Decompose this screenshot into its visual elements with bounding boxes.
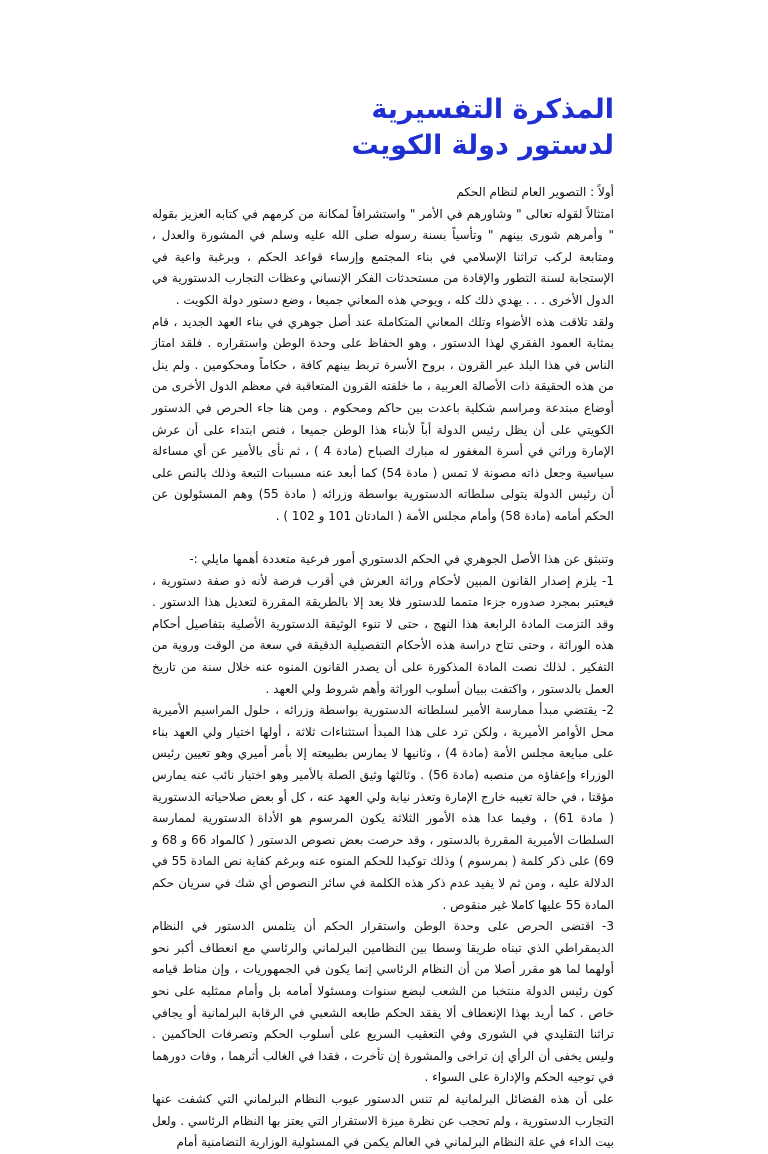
section-heading: أولاً : التصوير العام لنظام الحكم	[456, 185, 614, 199]
document-body	[152, 182, 614, 1154]
paragraph-gap	[152, 528, 614, 550]
body-paragraph: ولقد تلاقت هذه الأضواء وتلك المعاني المتكاملة عند أصل جوهري في بناء العهد الجديد ، قام بمثابة العمود الفقري لهذا الدستور ، وهو الحفاظ على وحدة الوطن واستقراره . فلقد امتاز الناس في هذا البلد عبر القرون ، بروح الأسرة تربط بينهم كافة ، حكاماً ومحكومين . ولم ينل من هذه الحقيقة ذات الأصالة العربية ، ما خلفته القرون المتعاقبة في معظم الدول الأخرى من أوضاع مبتدعة ومراسم شكلية باعدت بين حاكم ومحكوم . ومن هنا جاء الحرص في الدستور الكويتي على أن يظل رئيس الدولة أباً لأبناء هذا الوطن جميعا ، فنص ابتداء على أن عرش الإمارة وراثي في أسرة المغفور له مبارك الصباح (مادة 4 ) ، ثم نأى بالأمير عن أي مساءلة سياسية وجعل ذاته مصونة لا تمس ( مادة 54) كما أبعد عنه مسببات التبعة وذلك بالنص على أن رئيس الدولة يتولى سلطاته الدستورية بواسطة وزرائه ( مادة 55) وهم المسئولون عن الحكم أمامه (مادة 58) وأمام مجلس الأمة ( المادتان 101 و 102 ) .	[152, 314, 614, 523]
numbered-item-1: 1- يلزم إصدار القانون المبين لأحكام وراثة العرش في أقرب فرصة لأنه ذو صفة دستورية ، فيعتبر بمجرد صدوره جزءا متمما للدستور فلا يعد إلا بالطريقة المقررة لتعديل هذا الدستور . وقد التزمت المادة الرابعة هذا النهج ، حتى لا تنوء الوثيقة الدستورية الأصلية بتفاصيل أحكام هذه الوراثة ، وحتى تتاح دراسة هذه الأحكام التفصيلية الدقيقة في سعة من الوقت وروية من التفكير . لذلك نصت المادة المذكورة على أن يصدر القانون المنوه عنه خلال سنة من تاريخ العمل بالدستور ، واكتفت ببيان أسلوب الوراثة وأهم شروط ولي العهد .	[152, 573, 614, 696]
numbered-item-2: 2- يقتضي مبدأ ممارسة الأمير لسلطاته الدستورية بواسطة وزرائه ، حلول المراسيم الأميرية محل الأوامر الأميرية ، ولكن ترد على هذا المبدأ استثناءات ثلاثة ، أولها اختيار ولي العهد بناء على مبايعة مجلس الأمة (مادة 4) ، وثانيها لا يمارس بطبيعته إلا بأمر أميري وهو تعيين رئيس الوزراء وإعفاؤه من منصبه (مادة 56) . وثالثها وثيق الصلة بالأمير وهو اختيار نائب عنه يمارس مؤقتا ، في حالة تغيبه خارج الإمارة وتعذر نيابة ولي العهد عنه ، كل أو بعض صلاحياته الدستورية ( مادة 61) ، وفيما عدا هذه الأمور الثلاثة يكون المرسوم هو الأداة الدستورية لممارسة السلطات الأميرية المقررة بالدستور ، وقد حرصت بعض نصوص الدستور ( كالمواد 66 و 68 و 69) على ذكر كلمة ( بمرسوم ) وذلك توكيدا للحكم المنوه عنه وبرغم كفاية نص المادة 55 في الدلالة عليه ، ومن ثم لا يفيد عدم ذكر هذه الكلمة في سائر النصوص أي شك في سريان حكم المادة 55 عليها كاملا غير منقوص .	[152, 703, 614, 912]
body-paragraph: وتنبثق عن هذا الأصل الجوهري في الحكم الدستوري أمور فرعية متعددة أهمها مايلي :-	[189, 552, 614, 567]
document-title-block	[152, 92, 614, 164]
body-paragraph: على أن هذه الفضائل البرلمانية لم تنس الدستور عيوب النظام البرلماني التي كشفت عنها التجارب الدستورية ، ولم تحجب عن نظرة ميزة الاستقرار التي يعتز بها النظام الرئاسي . ولعل بيت الداء في علة النظام البرلماني في العالم يكمن في المسئولية الوزارية التضامنية أمام	[152, 1091, 614, 1150]
body-paragraph: امتثالاً لقوله تعالى " وشاورهم في الأمر " واستشرافاً لمكانة من كرمهم في كتابه العزيز بقوله " وأمرهم شورى بينهم " وتأسياً بسنة رسوله صلى الله عليه وسلم في المشورة والعدل ، ومتابعة لركب تراثنا الإسلامي في بناء المجتمع وإرساء قواعد الحكم ، وبرغبة واعية في الإستجابة لسنة التطور والإفادة من مستحدثات الفكر الإنساني وعظات التجارب الدستورية في الدول الأخرى . . . يهدي ذلك كله ، ويوحي هذه المعاني جميعا ، وضع دستور دولة الكويت .	[152, 206, 614, 307]
title-line-2: لدستور دولة الكويت	[351, 130, 614, 161]
title-line-1: المذكرة التفسيرية	[371, 94, 614, 125]
numbered-item-3: 3- اقتضى الحرص على وحدة الوطن واستقرار الحكم أن يتلمس الدستور في النظام الديمقراطي الذي تبناه طريقا وسطا بين النظامين البرلماني والرئاسي مع انعطاف أكبر نحو أولهما لما هو مقرر أصلا من أن النظام الرئاسي إنما يكون في الجمهوريات ، وإن مناط قيامه كون رئيس الدولة منتخبا من الشعب لبضع سنوات ومسئولا أمامه بل وأمام ممثليه على نحو خاص . كما أريد بهذا الإنعطاف ألا يفقد الحكم طابعه الشعبي في الرقابة البرلمانية أو يجافي تراثنا التقليدي في الشورى وفي التعقيب السريع على أسلوب الحكم وتصرفات الحاكمين . وليس يخفى أن الرأي إن تراخى والمشورة إن تأخرت ، فقدا في الغالب أثرهما ، وفات دورهما في توجيه الحكم والإدارة على السواء .	[152, 919, 614, 1085]
